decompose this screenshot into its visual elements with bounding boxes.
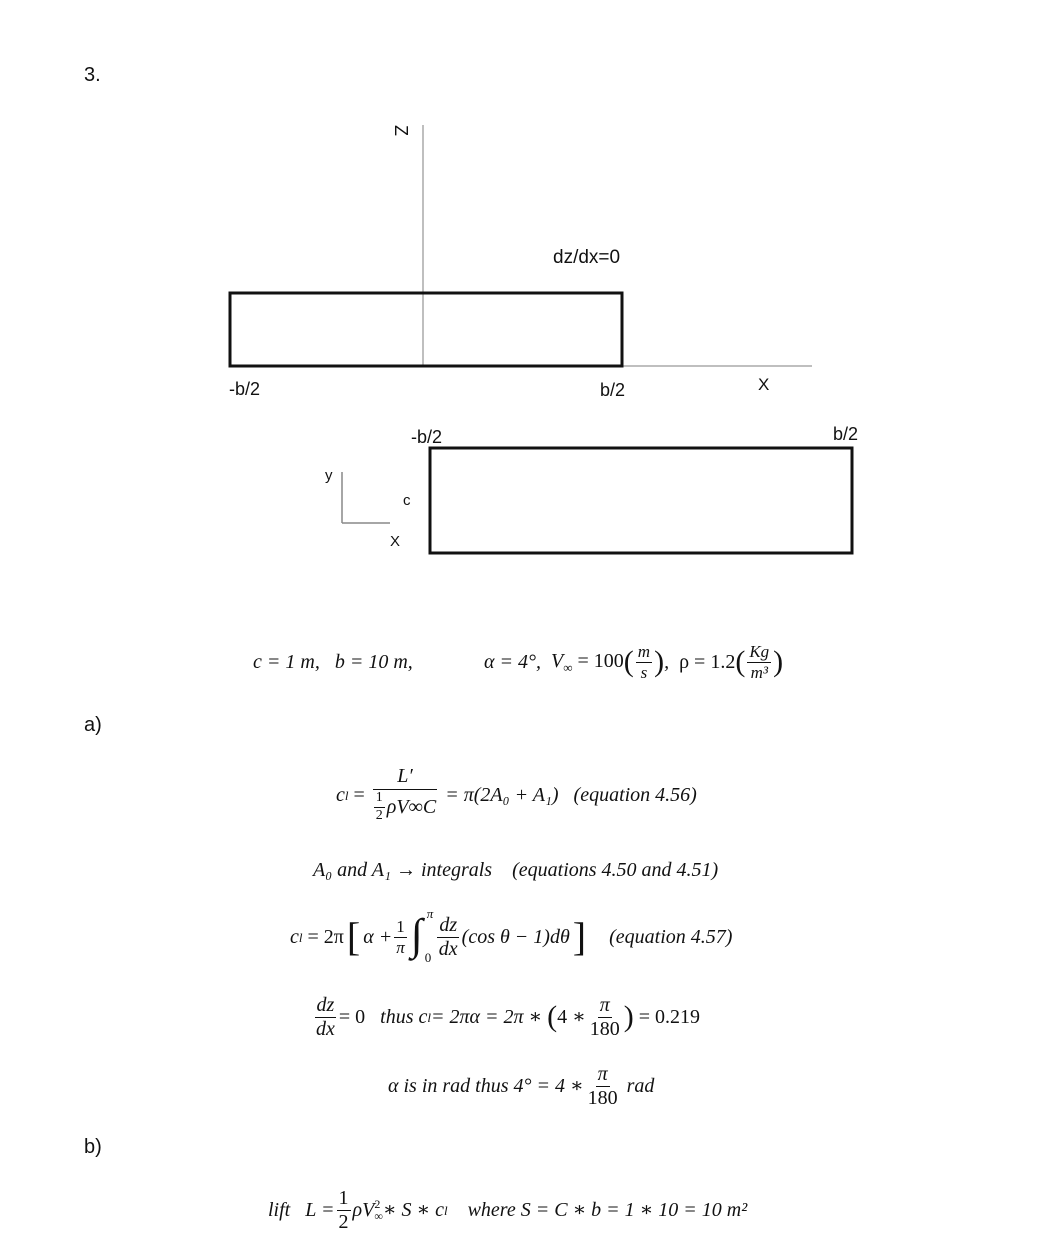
- eq5-text: α is in rad thus 4° = 4 ∗: [388, 1075, 584, 1097]
- given-alpha-v-rho: α = 4°, $V_\infty = 100$ ( $\frac{m}{s}$ ) , ρ = 1.2 ( $\frac{Kg}{\text{m³}}$ ): [484, 641, 784, 682]
- eq3-one: 1: [396, 916, 405, 936]
- where-text: where S = C ∗ b = 1 ∗ 10 = 10 m²: [467, 1199, 748, 1221]
- eq3-pi: π: [396, 937, 405, 957]
- x-axis-label: X: [758, 375, 770, 394]
- eq-lift: lift L = $\frac{1}{2}$ ρV 2 ∞ ∗ S ∗ c l where S = C ∗ b = 1 ∗ 10 = 10 m²: [268, 1186, 748, 1233]
- lift-half-den: 2: [338, 1210, 349, 1233]
- planform-left-label: -b/2: [411, 427, 443, 447]
- right-span-label: b/2: [600, 380, 626, 400]
- z-axis-label: Z: [391, 125, 411, 136]
- eq3-dz: dz: [439, 913, 458, 936]
- planform-x-label: X: [390, 533, 401, 550]
- given-c-b: [253, 652, 413, 672]
- eq1-reference: (equation 4.56): [573, 784, 697, 806]
- y-axis-label: y: [325, 467, 333, 484]
- integral-sign: ∫ π 0: [410, 906, 434, 965]
- eq4-180: 180: [589, 1017, 620, 1040]
- eq3-integrand: (cos θ − 1)dθ: [461, 926, 570, 948]
- side-view-diagram: [0, 0, 1042, 600]
- eq1-numerator: L′: [373, 766, 437, 790]
- eq1-half-den: 2: [375, 808, 383, 823]
- eq-result: $\frac{dz}{dx}$ = 0 thus c l = 2πα = 2π ∗ ( 4 ∗ $\frac{\pi}{180}$ ) = 0.219: [316, 993, 701, 1040]
- eq3-dx: dx: [438, 937, 458, 960]
- integrals-text: A₀ and A₁ → integrals: [313, 859, 493, 881]
- lift-half-num: 1: [338, 1186, 349, 1209]
- eq4-result-value: = 0.219: [638, 1006, 701, 1028]
- v-unit-num: m: [637, 641, 651, 661]
- given-b: b = 10 m,: [334, 651, 413, 673]
- eq-lift-coefficient: c l = L′ $\frac{1}{2}$ ρV∞C = π(2A₀ + A₁) (equation 4.56): [336, 765, 697, 823]
- integral-upper: π: [426, 906, 434, 921]
- chord-label: c: [403, 492, 411, 509]
- eq3-reference: (equation 4.57): [609, 926, 733, 948]
- eq4-dz: dz: [316, 993, 335, 1016]
- eq4-pi: π: [599, 993, 610, 1016]
- problem-number: 3.: [84, 64, 101, 86]
- eq-degree-conversion: [388, 1058, 654, 1114]
- planform-right-label: b/2: [833, 424, 859, 444]
- v-unit-den: s: [640, 662, 648, 682]
- eq5-180: 180: [587, 1086, 618, 1109]
- part-a-label: a): [84, 714, 102, 736]
- eq4-dx: dx: [316, 1017, 335, 1040]
- integrals-reference: (equations 4.50 and 4.51): [512, 859, 719, 881]
- eq5-unit: rad: [626, 1075, 655, 1097]
- integral-lower: 0: [424, 950, 432, 965]
- eq1-denominator: ρV∞C: [386, 796, 437, 818]
- eq1-half-num: 1: [374, 791, 385, 808]
- eq-thin-airfoil: c l = 2π [ α + $\frac{1}{\pi}$ ∫ π 0 $\frac{dz}{dx}$ (cos θ − 1)dθ ] (equation 4.57): [290, 906, 733, 965]
- given-alpha: α = 4°,: [484, 651, 541, 673]
- eq1-rhs: = π(2A₀ + A₁): [445, 784, 559, 806]
- integrals-line: [313, 860, 718, 880]
- part-b-label: b): [84, 1136, 102, 1158]
- given-v: $V_\infty = 100$: [551, 649, 624, 675]
- rho-unit-num: Kg: [749, 641, 770, 661]
- wing-planform-rect: [430, 448, 852, 553]
- rho-unit-den: m³: [750, 662, 768, 682]
- wing-side-rect: [230, 293, 622, 366]
- eq5-pi: π: [597, 1062, 608, 1085]
- given-c: c = 1 m,: [253, 651, 320, 673]
- given-rho: ρ = 1.2: [679, 651, 736, 673]
- left-span-label: -b/2: [229, 379, 261, 399]
- slope-label: dz/dx=0: [553, 247, 621, 268]
